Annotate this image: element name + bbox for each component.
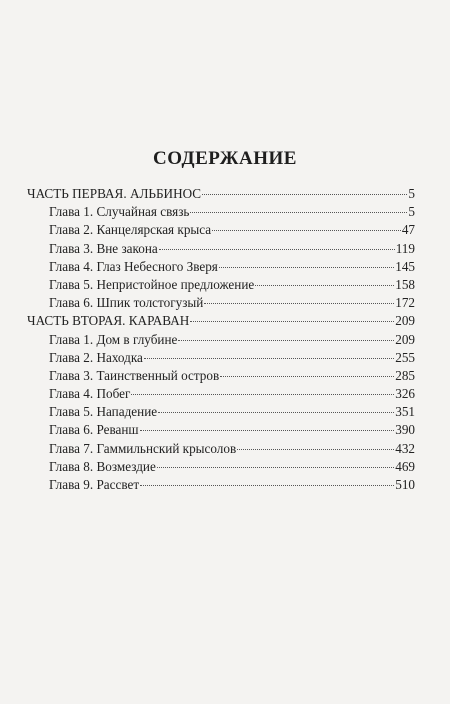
toc-dot-leader (202, 194, 407, 195)
toc-chapter-entry (27, 203, 415, 221)
toc-entry-page-number: 326 (395, 386, 415, 402)
toc-chapter-entry (27, 294, 415, 312)
toc-entry-label: Глава 4. Глаз Небесного Зверя (49, 258, 218, 274)
toc-dot-leader (144, 358, 394, 359)
toc-entry-label: Глава 3. Вне закона (49, 240, 158, 256)
toc-entry-page-number: 351 (395, 404, 415, 420)
toc-chapter-entry (27, 403, 415, 421)
toc-entry-page-number: 172 (395, 295, 415, 311)
toc-entry-page-number: 209 (395, 331, 415, 347)
toc-chapter-entry (27, 440, 415, 458)
toc-dot-leader (178, 340, 394, 341)
toc-entry-page-number: 432 (395, 440, 415, 456)
toc-dot-leader (204, 303, 394, 304)
toc-chapter-entry (27, 276, 415, 294)
toc-entry-label: Глава 6. Шпик толстогузый (49, 295, 204, 311)
toc-entry-page-number: 145 (395, 258, 415, 274)
toc-entry-label: Глава 1. Дом в глубине (49, 331, 178, 347)
toc-dot-leader (140, 485, 394, 486)
toc-chapter-entry (27, 240, 415, 258)
toc-entry-page-number: 209 (395, 313, 415, 329)
toc-chapter-entry (27, 421, 415, 439)
toc-dot-leader (157, 467, 394, 468)
toc-entry-label: Глава 2. Канцелярская крыса (49, 222, 212, 238)
toc-entry-page-number: 469 (395, 458, 415, 474)
toc-part-entry (27, 185, 415, 203)
toc-entry-page-number: 510 (395, 477, 415, 492)
toc-entry-page-number: 5 (408, 204, 415, 220)
toc-entry-page-number: 255 (395, 349, 415, 365)
toc-dot-leader (255, 285, 394, 286)
toc-entry-label: Глава 2. Находка (49, 349, 143, 365)
toc-entry-label: Глава 5. Непристойное предложение (49, 276, 255, 292)
toc-chapter-entry (27, 476, 415, 494)
toc-title: СОДЕРЖАНИЕ (153, 148, 297, 169)
toc-chapter-entry (27, 331, 415, 349)
toc-entry-page-number: 47 (401, 222, 415, 238)
toc-dot-leader (131, 394, 394, 395)
toc-entry-label: ЧАСТЬ ПЕРВАЯ. АЛЬБИНОС (27, 186, 202, 201)
toc-entry-page-number: 285 (395, 367, 415, 383)
toc-entry-label: Глава 5. Нападение (49, 404, 158, 420)
toc-entry-label: Глава 4. Побег (49, 386, 131, 402)
toc-chapter-entry (27, 349, 415, 367)
toc-dot-leader (140, 430, 395, 431)
toc-dot-leader (190, 212, 407, 213)
toc-dot-leader (158, 412, 394, 413)
toc-entry-page-number: 119 (395, 240, 415, 256)
toc-dot-leader (219, 267, 394, 268)
toc-chapter-entry (27, 258, 415, 276)
toc-entry-page-number: 158 (395, 276, 415, 292)
toc-dot-leader (212, 230, 401, 231)
toc-chapter-entry (27, 385, 415, 403)
toc-entry-label: Глава 3. Таинственный остров (49, 367, 220, 383)
toc-entry-label: ЧАСТЬ ВТОРАЯ. КАРАВАН (27, 313, 190, 329)
toc-entry-label: Глава 8. Возмездие (49, 458, 156, 474)
toc-entry-label: Глава 6. Реванш (49, 422, 139, 438)
toc-chapter-entry (27, 367, 415, 385)
toc-entry-page-number: 390 (395, 422, 415, 438)
toc-entry-label: Глава 1. Случайная связь (49, 204, 190, 220)
toc-chapter-entry (27, 458, 415, 476)
toc-entry-label: Глава 9. Рассвет (49, 477, 140, 492)
toc-dot-leader (237, 449, 394, 450)
toc-entry-page-number: 5 (408, 186, 415, 201)
toc-dot-leader (159, 249, 395, 250)
toc-dot-leader (190, 321, 394, 322)
toc-part-entry (27, 312, 415, 330)
toc-dot-leader (220, 376, 394, 377)
toc-entry-label: Глава 7. Гаммильнский крысолов (49, 440, 237, 456)
toc-chapter-entry (27, 221, 415, 239)
toc-list (27, 185, 415, 494)
